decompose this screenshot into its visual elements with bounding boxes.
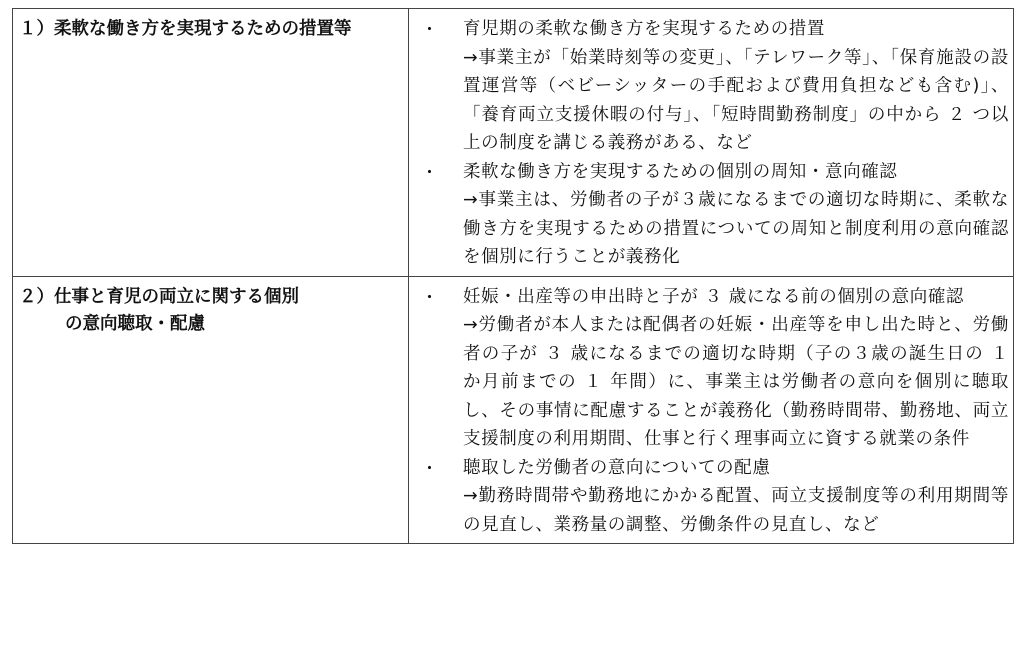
table-row xyxy=(13,276,1014,544)
item-title: 聴取した労働者の意向についての配慮 xyxy=(463,457,771,478)
list-item xyxy=(413,158,1009,272)
bullet-icon: ・ xyxy=(421,162,438,183)
table-row xyxy=(13,9,1014,277)
row-heading: １）柔軟な働き方を実現するための措置等 xyxy=(19,19,352,39)
row-heading-line: ２）仕事と育児の両立に関する個別 xyxy=(19,286,299,307)
item-description: →事業主が「始業時刻等の変更」、「テレワーク等」、「保育施設の設置運営等（ベビーシッターの手配および費用負担なども含む)」、「養育両立支援休暇の付与」、「短時間勤務制度」の中から ２ つ以上の制度を講じる義務がある、など xyxy=(463,47,1009,153)
list-item xyxy=(413,454,1009,540)
list-item xyxy=(413,283,1009,454)
row-heading-line: の意向聴取・配慮 xyxy=(65,313,205,334)
measure-list xyxy=(413,283,1009,540)
bullet-icon: ・ xyxy=(421,287,438,308)
row-heading xyxy=(19,284,402,338)
row-content-cell xyxy=(409,9,1014,277)
bullet-icon: ・ xyxy=(421,20,438,40)
bullet-icon: ・ xyxy=(421,458,438,479)
item-description: →労働者が本人または配偶者の妊娠・出産等を申し出た時と、労働者の子が ３ 歳になるまでの適切な時期（子の３歳の誕生日の １ か月前までの １ 年間）に、事業主は労働者の意向を個別に聴取し、その事情に配慮することが義務化（勤務時間帯、勤務地、両立支援制度の利用期間、仕事と行く理事両立に資する就業の条件 xyxy=(463,315,1009,449)
item-title: 妊娠・出産等の申出時と子が ３ 歳になる前の個別の意向確認 xyxy=(463,286,965,307)
row-content-cell xyxy=(409,276,1014,544)
item-description: →勤務時間帯や勤務地にかかる配置、両立支援制度等の利用期間等の見直し、業務量の調整、労働条件の見直し、など xyxy=(463,486,1009,535)
item-title: 柔軟な働き方を実現するための個別の周知・意向確認 xyxy=(463,161,898,182)
row-heading-cell xyxy=(13,276,409,544)
list-item xyxy=(413,15,1009,158)
item-title: 育児期の柔軟な働き方を実現するための措置 xyxy=(463,19,825,39)
row-heading-cell xyxy=(13,9,409,277)
measure-list xyxy=(413,15,1009,272)
policy-table xyxy=(12,8,1014,544)
item-description: →事業主は、労働者の子が３歳になるまでの適切な時期に、柔軟な働き方を実現するための措置についての周知と制度利用の意向確認を個別に行うことが義務化 xyxy=(463,190,1009,267)
